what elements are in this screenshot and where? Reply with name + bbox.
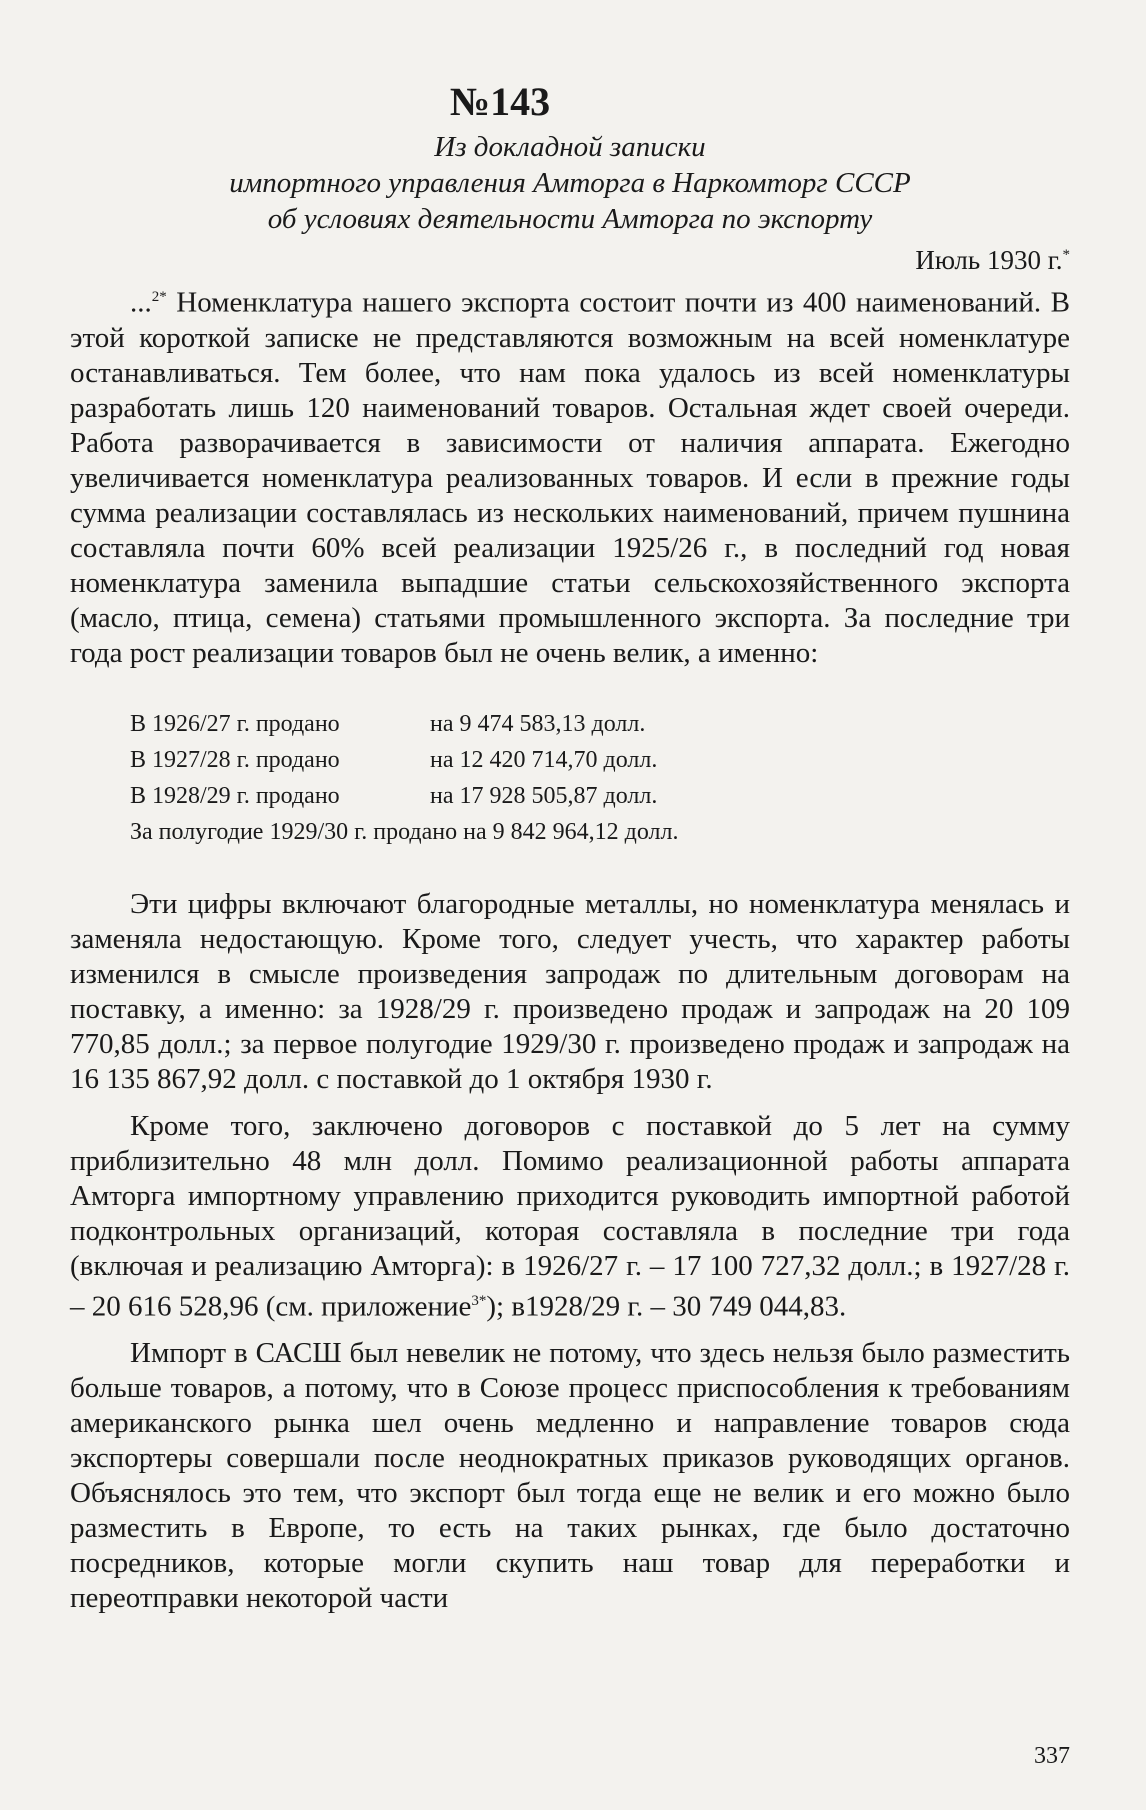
heading-line-1: Из докладной записки	[434, 131, 706, 163]
paragraph-3-text-b: ); в1928/29 г. – 30 749 044,83.	[486, 1290, 847, 1323]
paragraph-1-text: Номенклатура нашего экспорта состоит почти из 400 наименований. В этой короткой записке не представляются возможным на всей номенклатуре останавливаться. Тем более, что нам пока удалось из всей номенклатуры разработать лишь 120 наименований товаров. Остальная ждет своей очереди. Работа разворачивается в зависимости от наличия аппарата. Ежегодно увеличивается номенклатура реализованных товаров. И если в прежние годы сумма реализации составлялась из нескольких наименований, причем пушнина составляла почти 60% всей реализации 1925/26 г., в последний год новая номенклатура заменила выпадшие статьи сельскохозяйственного экспорта (масло, птица, семена) статьями промышленного экспорта. За последние три года рост реализации товаров был не очень велик, а именно:	[70, 286, 1070, 669]
sales-row-label: В 1928/29 г. продано	[130, 783, 340, 810]
sales-row-label: В 1927/28 г. продано	[130, 747, 340, 774]
paragraph-2: Эти цифры включают благородные металлы, но номенклатура менялась и заменяла недостающую. Кроме того, следует учесть, что характер работы изменился в смысле произведения запродаж по длительным договорам на поставку, а именно: за 1928/29 г. произведено продаж и запродаж на 20 109 770,85 долл.; за первое полугодие 1929/30 г. произведено продаж и запродаж на 16 135 867,92 долл. с поставкой до 1 октября 1930 г.	[70, 887, 1070, 1095]
paragraph-3	[70, 1109, 1070, 1325]
sales-row	[70, 779, 1070, 815]
document-page	[70, 70, 1070, 1770]
page-number: 337	[1034, 1743, 1070, 1769]
sales-row-value: на 17 928 505,87 долл.	[430, 783, 658, 810]
sales-half-year-row: За полугодие 1929/30 г. продано на 9 842 964,12 долл.	[130, 819, 679, 846]
document-number: №143	[449, 79, 551, 124]
paragraph-4: Импорт в САСШ был невелик не потому, что здесь нельзя было разместить больше товаров, а потому, что в Союзе процесс приспособления к требованиям американского рынка шел очень медленно и направление товаров сюда экспортеры совершали после неоднократных приказов руководящих органов. Объяснялось это тем, что экспорт был тогда еще не велик и его можно было разместить в Европе, то есть на таких рынках, где было достаточно посредников, которые могли скупить наш товар для переработки и переотправки некоторой части	[70, 1337, 1070, 1615]
date-footnote-mark: *	[1062, 247, 1070, 263]
paragraph-1	[70, 280, 1070, 671]
paragraph-3-text-a: Кроме того, заключено договоров с поставкой до 5 лет на сумму приблизительно 48 млн долл. Помимо реализационной работы аппарата Амторга импортному управлению приходится руководить импортной работой подконтрольных организаций, которая составляла в последние три года (включая и реализацию Амторга): в 1926/27 г. – 17 100 727,32 долл.; в 1927/28 г. – 20 616 528,96 (см. приложение	[70, 1109, 1070, 1323]
sales-row	[70, 743, 1070, 779]
sales-list	[70, 707, 1070, 851]
paragraph-3-footnote-mark: 3*	[471, 1292, 487, 1309]
heading-line-3: об условиях деятельности Амторга по экспорту	[267, 203, 873, 235]
document-heading	[70, 129, 1070, 237]
sales-row-label: В 1926/27 г. продано	[130, 711, 340, 738]
document-date	[70, 245, 1070, 276]
paragraph-1-prefix: ...	[130, 286, 152, 319]
sales-row	[70, 707, 1070, 743]
heading-line-2: импортного управления Амторга в Наркомторг СССР	[229, 167, 911, 199]
date-text: Июль 1930 г.	[915, 245, 1063, 275]
sales-row-value: на 9 474 583,13 долл.	[430, 711, 646, 738]
paragraph-1-footnote-mark: 2*	[151, 289, 167, 305]
sales-row-value: на 12 420 714,70 долл.	[430, 747, 658, 774]
